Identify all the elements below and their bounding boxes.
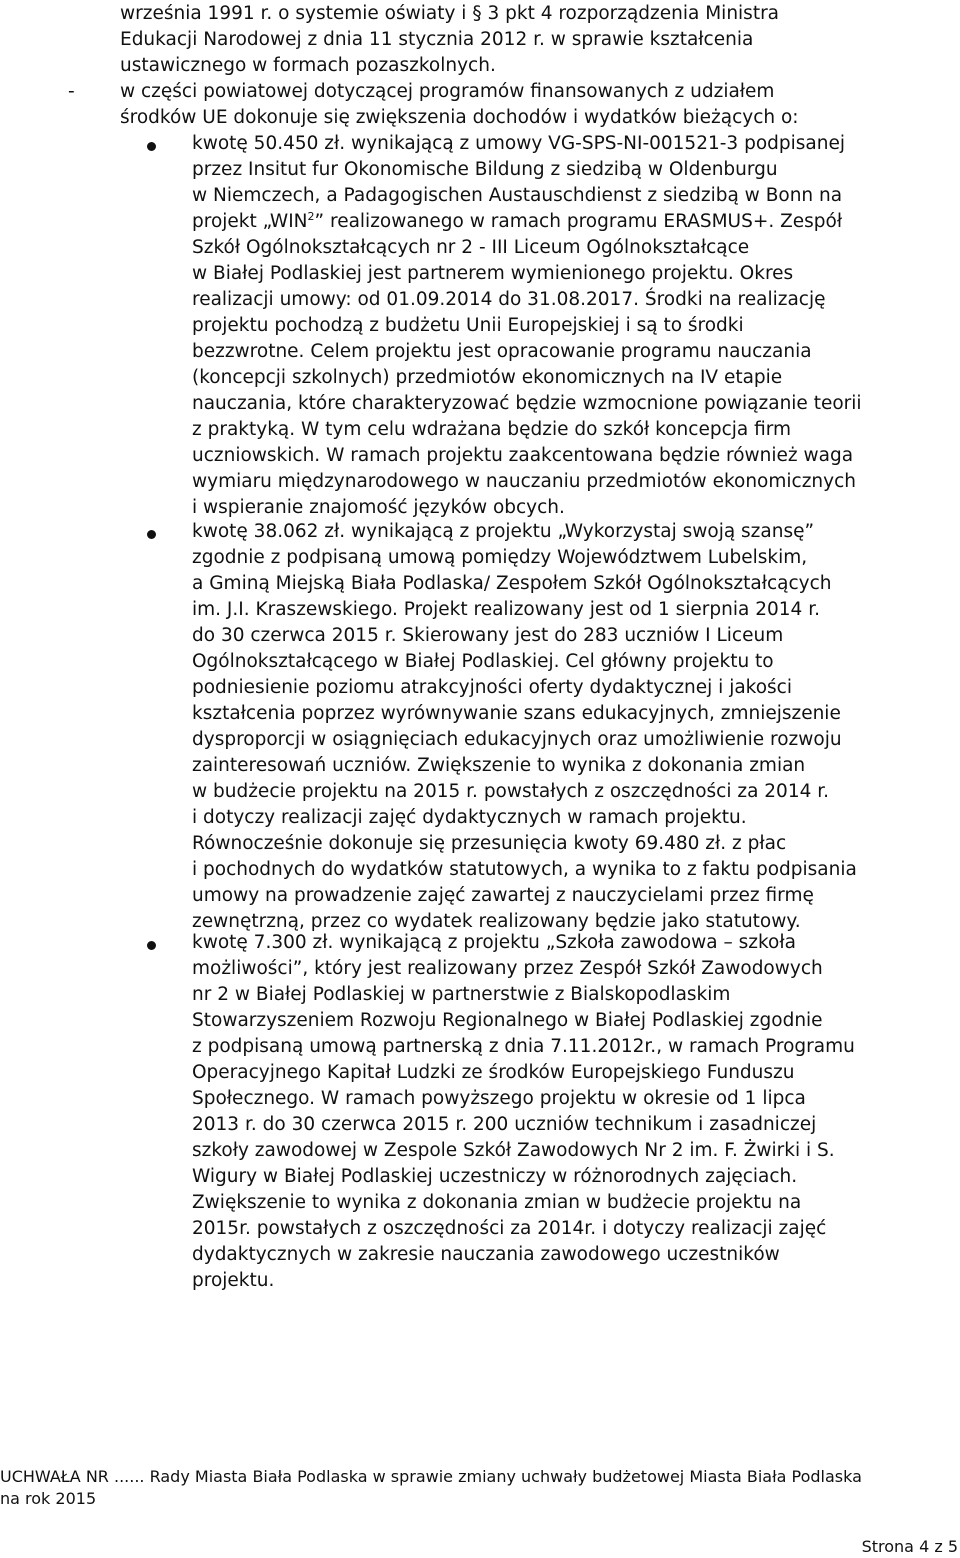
body-line: Zwiększenie to wynika z dokonania zmian w budżecie projektu na	[192, 1192, 802, 1213]
body-line: zainteresowań uczniów. Zwiększenie to wynika z dokonania zmian	[192, 755, 806, 776]
body-line: w Białej Podlaskiej jest partnerem wymienionego projektu. Okres	[192, 263, 794, 284]
body-line: zewnętrzną, przez co wydatek realizowany będzie jako statutowy.	[192, 911, 801, 932]
footer-text: na rok 2015	[0, 1489, 97, 1508]
body-line: projektu pochodzą z budżetu Unii Europejskiej i są to środki	[192, 315, 744, 336]
body-line: Ogólnokształcącego w Białej Podlaskiej. Cel główny projektu to	[192, 651, 774, 672]
body-line: w Niemczech, a Padagogischen Austauschdienst z siedzibą w Bonn na	[192, 185, 843, 206]
body-line: kształcenia poprzez wyrównywanie szans edukacyjnych, zmniejszenie	[192, 703, 841, 724]
body-line: środków UE dokonuje się zwiększenia dochodów i wydatków bieżących o:	[120, 107, 799, 128]
body-line: kwotę 7.300 zł. wynikającą z projektu „Szkoła zawodowa – szkoła	[192, 932, 796, 953]
body-line-win	[192, 209, 842, 235]
body-line: i wspieranie znajomość języków obcych.	[192, 497, 565, 518]
body-line: nauczania, które charakteryzować będzie wzmocnione powiązanie teorii	[192, 393, 862, 414]
bullet-icon	[147, 530, 156, 539]
body-line: szkoły zawodowej w Zespole Szkół Zawodowych Nr 2 im. F. Żwirki i S.	[192, 1140, 835, 1161]
win-text-pre: projekt „WIN	[192, 211, 308, 232]
body-line: i dotyczy realizacji zajęć dydaktycznych w ramach projektu.	[192, 807, 747, 828]
body-line: Wigury w Białej Podlaskiej uczestniczy w różnorodnych zajęciach.	[192, 1166, 798, 1187]
body-line: Równocześnie dokonuje się przesunięcia kwoty 69.480 zł. z płac	[192, 833, 787, 854]
body-line: ustawicznego w formach pozaszkolnych.	[120, 55, 496, 76]
body-line: projektu.	[192, 1270, 275, 1291]
body-line: w części powiatowej dotyczącej programów finansowanych z udziałem	[120, 81, 775, 102]
body-line: zgodnie z podpisaną umową pomiędzy Województwem Lubelskim,	[192, 547, 808, 568]
body-line: (koncepcji szkolnych) przedmiotów ekonomicznych na IV etapie	[192, 367, 783, 388]
body-line: uczniowskich. W ramach projektu zaakcentowana będzie również waga	[192, 445, 854, 466]
body-line: realizacji umowy: od 01.09.2014 do 31.08.2017. Środki na realizację	[192, 289, 826, 310]
body-line: a Gminą Miejską Biała Podlaska/ Zespołem Szkół Ogólnokształcących	[192, 573, 832, 594]
body-line: z praktyką. W tym celu wdrażana będzie do szkół koncepcja firm	[192, 419, 792, 440]
body-line: Operacyjnego Kapitał Ludzki ze środków Europejskiego Funduszu	[192, 1062, 795, 1083]
body-line: Edukacji Narodowej z dnia 11 stycznia 2012 r. w sprawie kształcenia	[120, 29, 754, 50]
bullet-icon	[147, 142, 156, 151]
dash-marker: -	[68, 81, 75, 102]
body-line: do 30 czerwca 2015 r. Skierowany jest do 283 uczniów I Liceum	[192, 625, 784, 646]
body-line: 2013 r. do 30 czerwca 2015 r. 200 uczniów technikum i zasadniczej	[192, 1114, 817, 1135]
footer-text: UCHWAŁA NR ...... Rady Miasta Biała Podlaska w sprawie zmiany uchwały budżetowej Miasta Biała Podlaska	[0, 1467, 862, 1486]
body-line: kwotę 50.450 zł. wynikającą z umowy VG-SPS-NI-001521-3 podpisanej	[192, 133, 845, 154]
body-line: dydaktycznych w zakresie nauczania zawodowego uczestników	[192, 1244, 780, 1265]
body-line: dysproporcji w osiągnięciach edukacyjnych oraz umożliwienie rozwoju	[192, 729, 842, 750]
body-line: w budżecie projektu na 2015 r. powstałych z oszczędności za 2014 r.	[192, 781, 830, 802]
body-line: wymiaru międzynarodowego w nauczaniu przedmiotów ekonomicznych	[192, 471, 856, 492]
body-line: września 1991 r. o systemie oświaty i § 3 pkt 4 rozporządzenia Ministra	[120, 3, 780, 24]
win-text-post: ” realizowanego w ramach programu ERASMUS+. Zespół	[314, 211, 843, 232]
body-line: Szkół Ogólnokształcących nr 2 - III Liceum Ogólnokształcące	[192, 237, 750, 258]
body-line: z podpisaną umową partnerską z dnia 7.11.2012r., w ramach Programu	[192, 1036, 855, 1057]
body-line: możliwości”, który jest realizowany przez Zespół Szkół Zawodowych	[192, 958, 823, 979]
body-line: i pochodnych do wydatków statutowych, a wynika to z faktu podpisania	[192, 859, 857, 880]
body-line: podniesienie poziomu atrakcyjności oferty dydaktycznej i jakości	[192, 677, 792, 698]
body-line: bezzwrotne. Celem projektu jest opracowanie programu nauczania	[192, 341, 812, 362]
win-superscript: 2	[307, 209, 315, 223]
body-line: przez Insitut fur Okonomische Bildung z siedzibą w Oldenburgu	[192, 159, 778, 180]
body-line: kwotę 38.062 zł. wynikającą z projektu „Wykorzystaj swoją szansę”	[192, 521, 815, 542]
page-number: Strona 4 z 5	[861, 1537, 958, 1556]
body-line: nr 2 w Białej Podlaskiej w partnerstwie z Bialskopodlaskim	[192, 984, 731, 1005]
body-line: 2015r. powstałych z oszczędności za 2014r. i dotyczy realizacji zajęć	[192, 1218, 827, 1239]
body-line: im. J.I. Kraszewskiego. Projekt realizowany jest od 1 sierpnia 2014 r.	[192, 599, 820, 620]
body-line: umowy na prowadzenie zajęć zawartej z nauczycielami przez firmę	[192, 885, 814, 906]
body-line: Społecznego. W ramach powyższego projektu w okresie od 1 lipca	[192, 1088, 806, 1109]
body-line: Stowarzyszeniem Rozwoju Regionalnego w Białej Podlaskiej zgodnie	[192, 1010, 823, 1031]
bullet-icon	[147, 941, 156, 950]
